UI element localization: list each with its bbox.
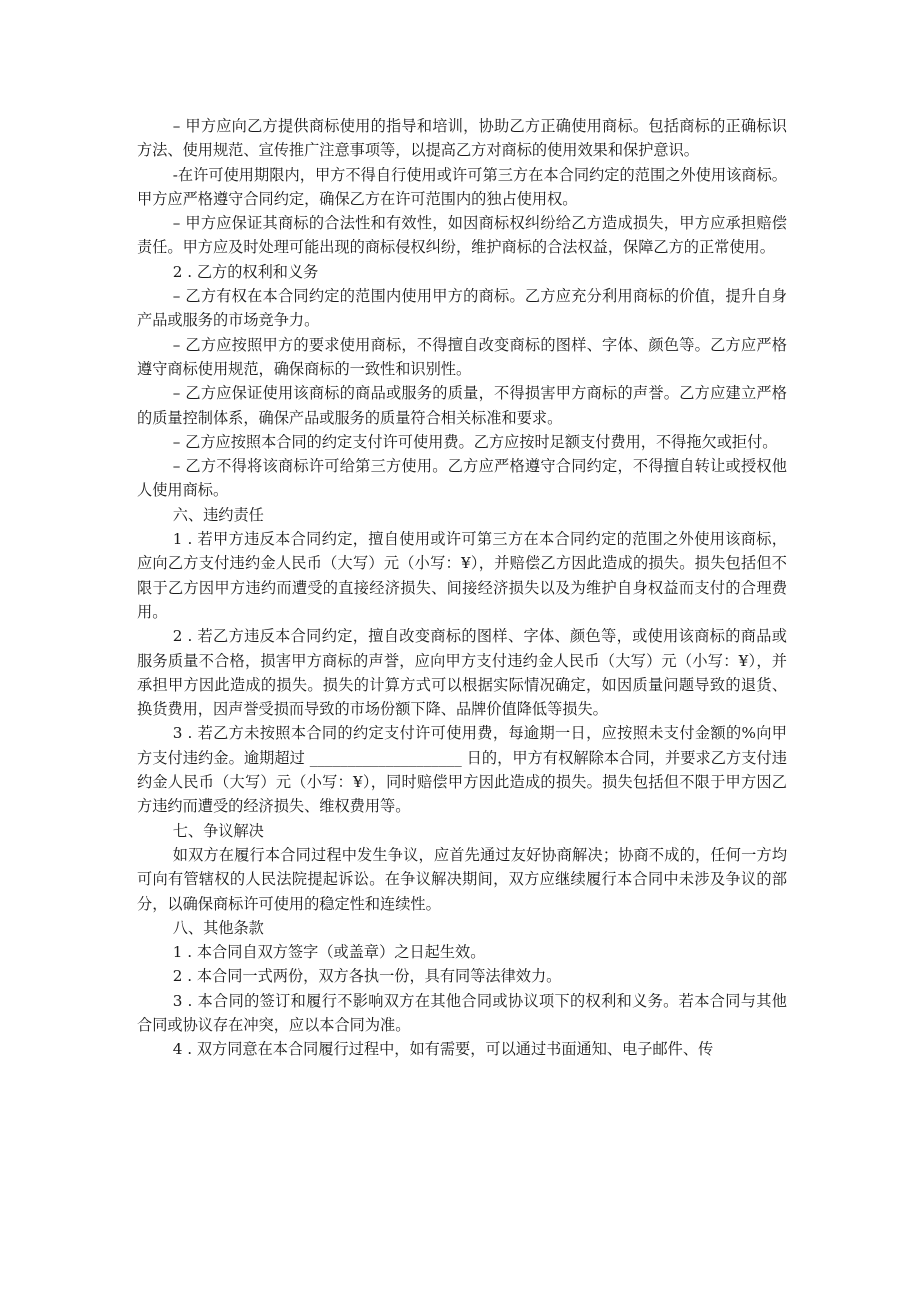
paragraph-licensee-no-sublicense: – 乙方不得将该商标许可给第三方使用。乙方应严格遵守合同约定，不得擅自转让或授权他人使用商标。	[137, 457, 787, 500]
document-page	[137, 114, 787, 1062]
section-heading-other-terms: 八、其他条款	[172, 918, 264, 937]
section-heading-breach-liability: 六、违约责任	[172, 505, 264, 524]
paragraph-licensee-compliance: – 乙方应按照甲方的要求使用商标，不得擅自改变商标的图样、字体、颜色等。乙方应严格遵守商标使用规范，确保商标的一致性和识别性。	[137, 335, 787, 378]
paragraph-licensee-use-right: – 乙方有权在本合同约定的范围内使用甲方的商标。乙方应充分利用商标的价值，提升自身产品或服务的市场竞争力。	[137, 287, 787, 330]
paragraph-licensee-quality: – 乙方应保证使用该商标的商品或服务的质量，不得损害甲方商标的声誉。乙方应建立严格的质量控制体系，确保产品或服务的质量符合相关标准和要求。	[137, 384, 787, 427]
paragraph-licensor-exclusivity: -在许可使用期限内，甲方不得自行使用或许可第三方在本合同约定的范围之外使用该商标。甲方应严格遵守合同约定，确保乙方在许可范围内的独占使用权。	[137, 165, 787, 208]
section-heading-dispute-resolution: 七、争议解决	[172, 821, 264, 840]
paragraph-dispute-resolution: 如双方在履行本合同过程中发生争议，应首先通过友好协商解决；协商不成的，任何一方均可向有管辖权的人民法院提起诉讼。在争议解决期间，双方应继续履行本合同中未涉及争议的部分，以确保商标许可使用的稳定性和连续性。	[137, 845, 787, 913]
paragraph-copies: 2 . 本合同一式两份，双方各执一份，具有同等法律效力。	[172, 967, 562, 986]
paragraph-effective-date: 1 . 本合同自双方签字（或盖章）之日起生效。	[172, 943, 486, 962]
paragraph-notices: 4 . 双方同意在本合同履行过程中，如有需要，可以通过书面通知、电子邮件、传	[172, 1040, 714, 1059]
paragraph-licensee-payment: – 乙方应按照本合同的约定支付许可使用费。乙方应按时足额支付费用，不得拖欠或拒付。	[172, 432, 778, 451]
paragraph-other-contracts: 3 . 本合同的签订和履行不影响双方在其他合同或协议项下的权利和义务。若本合同与其他合同或协议存在冲突，应以本合同为准。	[137, 991, 787, 1034]
paragraph-breach-late-payment: 3 . 若乙方未按照本合同的约定支付许可使用费，每逾期一日，应按照未支付金额的%向甲方支付违约金。逾期超过 ____________________ 日的，甲方有权解除本合同，并要求乙方支付违约金人民币（大写）元（小写：¥），同时赔偿甲方因此造成的损失。损失包括但不限于甲方因乙方违约而遭受的经济损失、维权费用等。	[137, 724, 787, 816]
section-heading-licensee-rights: 2 . 乙方的权利和义务	[172, 262, 319, 281]
paragraph-licensor-training: – 甲方应向乙方提供商标使用的指导和培训，协助乙方正确使用商标。包括商标的正确标识方法、使用规范、宣传推广注意事项等，以提高乙方对商标的使用效果和保护意识。	[137, 117, 787, 160]
paragraph-licensor-validity: – 甲方应保证其商标的合法性和有效性，如因商标权纠纷给乙方造成损失，甲方应承担赔偿责任。甲方应及时处理可能出现的商标侵权纠纷，维护商标的合法权益，保障乙方的正常使用。	[137, 214, 787, 257]
paragraph-breach-licensee: 2 . 若乙方违反本合同约定，擅自改变商标的图样、字体、颜色等，或使用该商标的商品或服务质量不合格，损害甲方商标的声誉，应向甲方支付违约金人民币（大写）元（小写：¥），并承担甲方因此造成的损失。损失的计算方式可以根据实际情况确定，如因质量问题导致的退货、换货费用，因声誉受损而导致的市场份额下降、品牌价值降低等损失。	[137, 627, 787, 719]
paragraph-breach-licensor: 1 . 若甲方违反本合同约定，擅自使用或许可第三方在本合同约定的范围之外使用该商标，应向乙方支付违约金人民币（大写）元（小写：¥），并赔偿乙方因此造成的损失。损失包括但不限于乙方因甲方违约而遭受的直接经济损失、间接经济损失以及为维护自身权益而支付的合理费用。	[137, 530, 787, 621]
